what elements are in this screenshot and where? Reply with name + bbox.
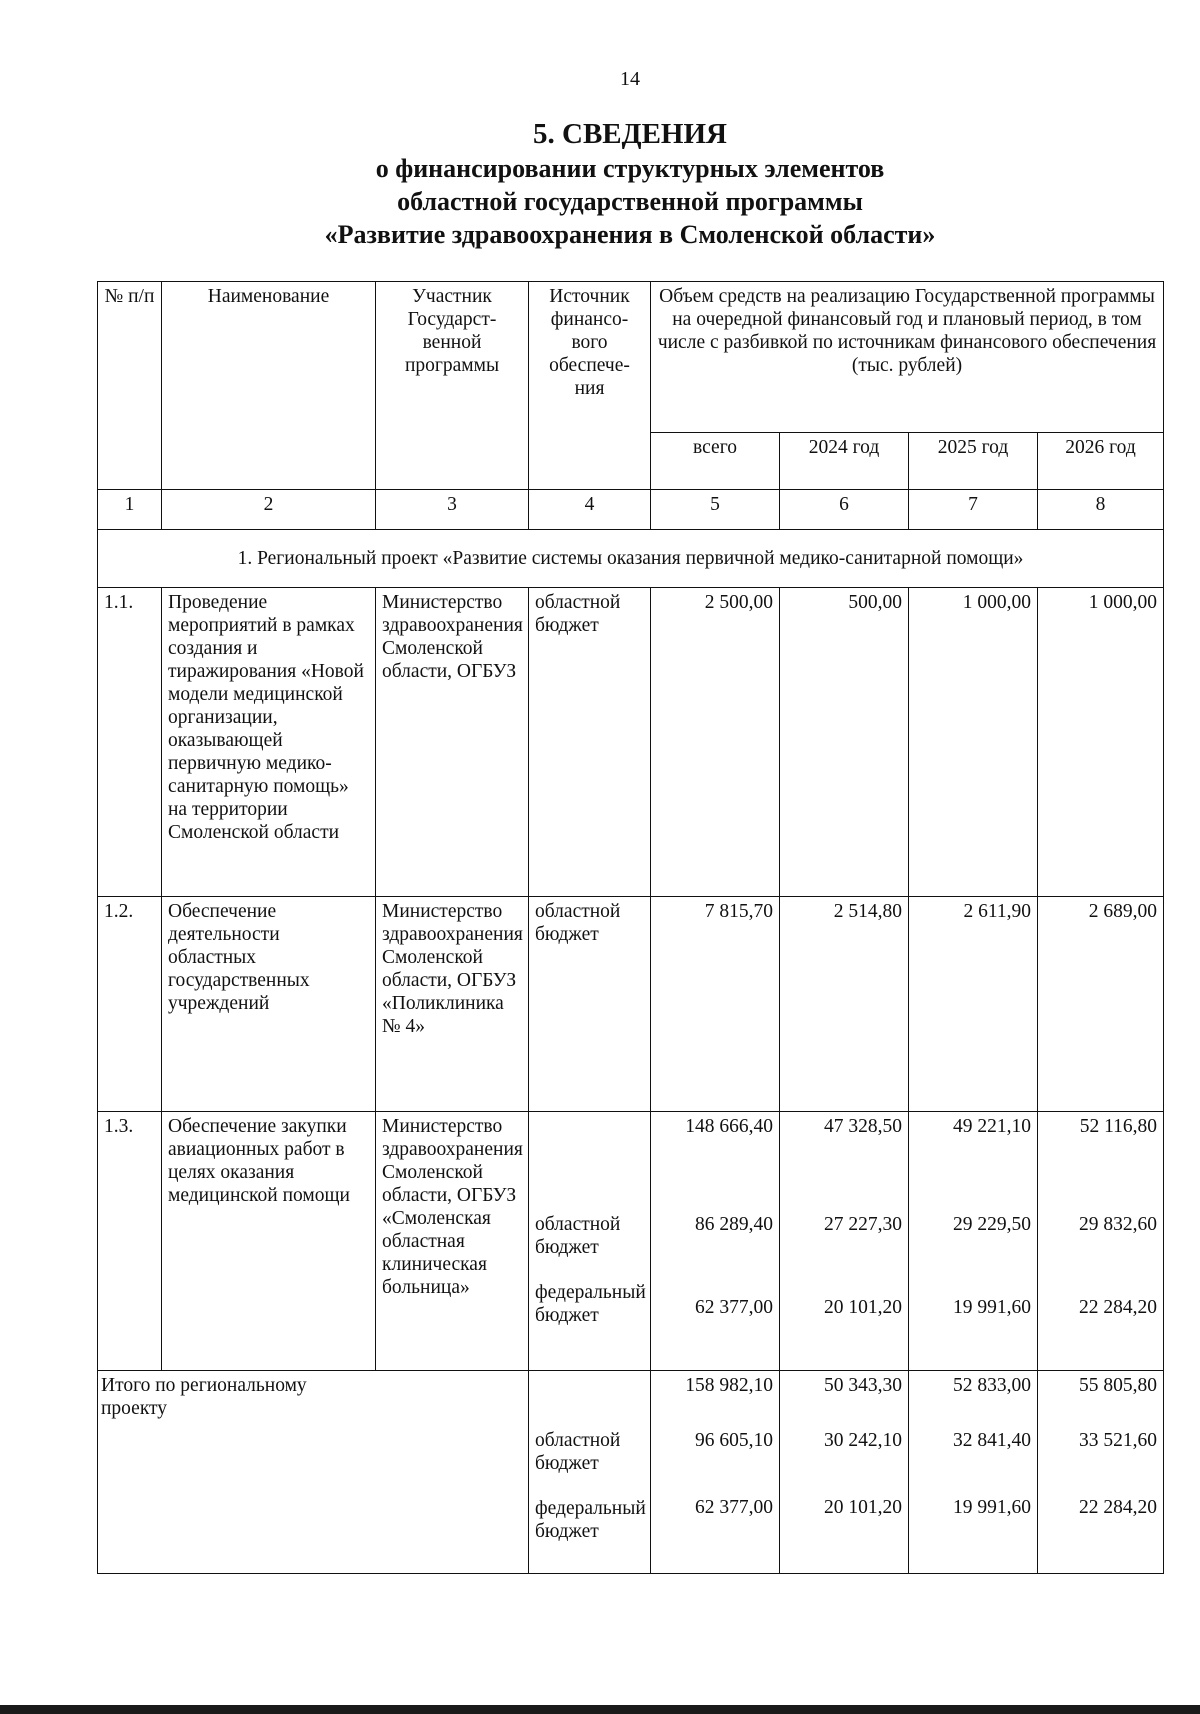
row-2026-stack xyxy=(1038,1112,1164,1371)
row-participant: Министерство здравоохранения Смоленской области, ОГБУЗ xyxy=(376,588,529,897)
row-participant: Министерство здравоохранения Смоленской области, ОГБУЗ «Смоленская областная клиническая больница» xyxy=(376,1112,529,1371)
totals-2024-all: 50 343,30 xyxy=(824,1375,902,1396)
row-2024: 500,00 xyxy=(780,588,909,897)
header-2024: 2024 год xyxy=(780,433,909,490)
column-number: 3 xyxy=(376,490,529,530)
y2025-regional: 29 229,50 xyxy=(953,1214,1031,1235)
totals-total-all: 158 982,10 xyxy=(685,1375,773,1396)
section-title: 1. Региональный проект «Развитие системы оказания первичной медико-санитарной помощи» xyxy=(98,530,1164,588)
totals-label: Итого по региональному проекту xyxy=(98,1371,529,1574)
column-number: 2 xyxy=(162,490,376,530)
section-row xyxy=(98,530,1164,588)
column-number: 4 xyxy=(529,490,651,530)
totals-row xyxy=(98,1371,1164,1574)
row-2025: 1 000,00 xyxy=(909,588,1038,897)
row-num: 1.3. xyxy=(98,1112,162,1371)
page-number: 14 xyxy=(620,68,640,90)
row-num: 1.2. xyxy=(98,897,162,1112)
y2025-all: 49 221,10 xyxy=(953,1116,1031,1137)
totals-2024-stack xyxy=(780,1371,909,1574)
row-2024: 2 514,80 xyxy=(780,897,909,1112)
row-2025: 2 611,90 xyxy=(909,897,1038,1112)
row-2026: 2 689,00 xyxy=(1038,897,1164,1112)
row-2024-stack xyxy=(780,1112,909,1371)
column-number: 8 xyxy=(1038,490,1164,530)
column-number-row xyxy=(98,490,1164,530)
totals-2025-stack xyxy=(909,1371,1038,1574)
totals-total-stack xyxy=(651,1371,780,1574)
y2024-regional: 27 227,30 xyxy=(824,1214,902,1235)
y2026-all: 52 116,80 xyxy=(1079,1116,1157,1137)
table-row xyxy=(98,897,1164,1112)
scan-edge xyxy=(0,1705,1200,1714)
row-total: 7 815,70 xyxy=(651,897,780,1112)
row-participant: Министерство здравоохранения Смоленской области, ОГБУЗ «Поликлиника № 4» xyxy=(376,897,529,1112)
header-total: всего xyxy=(651,433,780,490)
row-num: 1.1. xyxy=(98,588,162,897)
table-row xyxy=(98,1112,1164,1371)
header-volume: Объем средств на реализацию Государственной программы на очередной финансовый год и плановый период, в том числе с разбивкой по источникам финансового обеспечения (тыс. рублей) xyxy=(651,282,1164,433)
title-line-4: «Развитие здравоохранения в Смоленской области» xyxy=(324,220,936,249)
row-total: 2 500,00 xyxy=(651,588,780,897)
totals-total-federal: 62 377,00 xyxy=(695,1497,773,1518)
title-main: 5. СВЕДЕНИЯ xyxy=(533,118,727,150)
header-num: № п/п xyxy=(98,282,162,490)
row-name: Проведение мероприятий в рамках создания и тиражирования «Новой модели медицинской организации, оказывающей первичную медико-санитарную помощь» на территории Смоленской области xyxy=(162,588,376,897)
header-participant: Участник Государст-венной программы xyxy=(376,282,529,490)
header-source: Источник финансо-вого обеспече-ния xyxy=(529,282,651,490)
row-2026: 1 000,00 xyxy=(1038,588,1164,897)
totals-2026-federal: 22 284,20 xyxy=(1079,1497,1157,1518)
column-number: 1 xyxy=(98,490,162,530)
row-name: Обеспечение закупки авиационных работ в целях оказания медицинской помощи xyxy=(162,1112,376,1371)
column-number: 6 xyxy=(780,490,909,530)
row-total-stack xyxy=(651,1112,780,1371)
totals-2026-all: 55 805,80 xyxy=(1079,1375,1157,1396)
source-federal: федеральный бюджет xyxy=(535,1282,646,1326)
total-regional: 86 289,40 xyxy=(695,1214,773,1235)
y2026-regional: 29 832,60 xyxy=(1079,1214,1157,1235)
column-number: 5 xyxy=(651,490,780,530)
totals-source-federal: федеральный бюджет xyxy=(535,1498,646,1542)
total-federal: 62 377,00 xyxy=(695,1297,773,1318)
header-name: Наименование xyxy=(162,282,376,490)
row-source-stack xyxy=(529,1112,651,1371)
header-2025: 2025 год xyxy=(909,433,1038,490)
source-regional: областной бюджет xyxy=(535,1214,621,1258)
title-line-2: о финансировании структурных элементов xyxy=(375,154,885,183)
totals-source-regional: областной бюджет xyxy=(535,1430,621,1474)
header-2026: 2026 год xyxy=(1038,433,1164,490)
row-2025-stack xyxy=(909,1112,1038,1371)
totals-total-regional: 96 605,10 xyxy=(695,1430,773,1451)
row-source: областной бюджет xyxy=(529,897,651,1112)
column-number: 7 xyxy=(909,490,1038,530)
totals-2025-regional: 32 841,40 xyxy=(953,1430,1031,1451)
totals-2026-regional: 33 521,60 xyxy=(1079,1430,1157,1451)
total-all: 148 666,40 xyxy=(685,1116,773,1137)
totals-2025-federal: 19 991,60 xyxy=(953,1497,1031,1518)
table-header-row xyxy=(98,282,1164,433)
totals-2024-federal: 20 101,20 xyxy=(824,1497,902,1518)
financing-table xyxy=(97,281,1164,1574)
totals-source-stack xyxy=(529,1371,651,1574)
totals-2024-regional: 30 242,10 xyxy=(824,1430,902,1451)
y2024-all: 47 328,50 xyxy=(824,1116,902,1137)
row-source: областной бюджет xyxy=(529,588,651,897)
document-title xyxy=(0,116,1200,251)
totals-2025-all: 52 833,00 xyxy=(953,1375,1031,1396)
y2025-federal: 19 991,60 xyxy=(953,1297,1031,1318)
row-name: Обеспечение деятельности областных государственных учреждений xyxy=(162,897,376,1112)
title-line-3: областной государственной программы xyxy=(397,187,863,216)
totals-2026-stack xyxy=(1038,1371,1164,1574)
table-row xyxy=(98,588,1164,897)
y2024-federal: 20 101,20 xyxy=(824,1297,902,1318)
y2026-federal: 22 284,20 xyxy=(1079,1297,1157,1318)
